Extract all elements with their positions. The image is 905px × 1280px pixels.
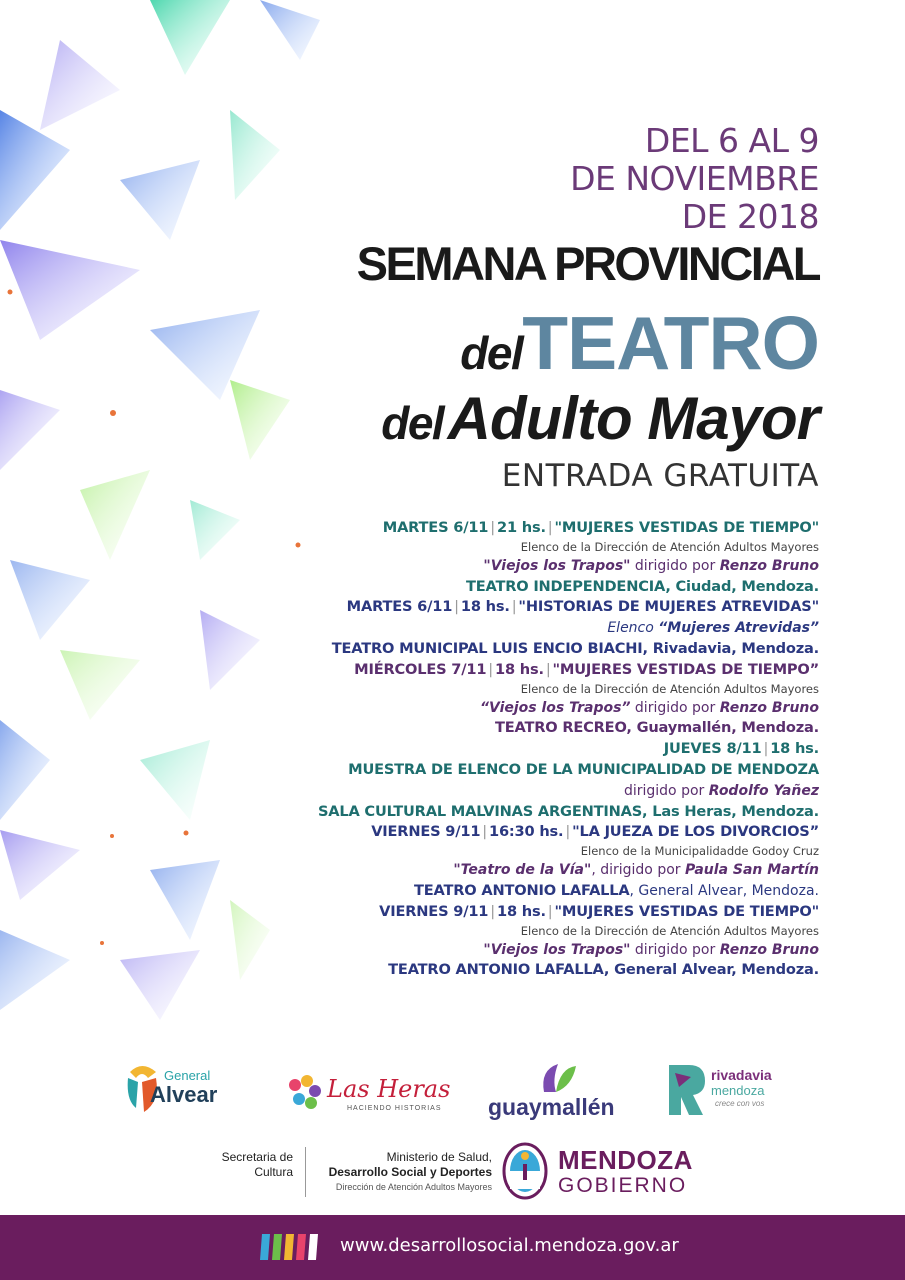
event-directed-by: dirigido por	[630, 941, 720, 958]
rivadavia-tagline: crece con vos	[715, 1099, 765, 1108]
event-director-line	[259, 698, 819, 719]
event-day: MARTES 6/11	[382, 519, 489, 536]
event-directed-by: , dirigido por	[591, 862, 685, 879]
event-venue: TEATRO RECREO, Guaymallén, Mendoza.	[494, 719, 819, 737]
event-heading: JUEVES 8/11 | 18 hs.	[663, 740, 819, 758]
event-group: "Viejos los Trapos"	[483, 941, 631, 958]
secretaria-line-2: Cultura	[254, 1165, 293, 1179]
event-venue: TEATRO ANTONIO LAFALLA, General Alvear, Mendoza.	[388, 961, 819, 979]
event-cast: Elenco de la Dirección de Atención Adultos Mayores	[520, 923, 819, 938]
event-title: MUESTRA DE ELENCO DE LA MUNICIPALIDAD DE MENDOZA	[348, 760, 819, 778]
event-venue-location: , General Alvear, Mendoza.	[629, 882, 819, 899]
mendoza-gobierno-title: MENDOZA	[558, 1145, 693, 1175]
ministerio-line-2: Desarrollo Social y Deportes	[328, 1165, 492, 1179]
event-cast-name: “Mujeres Atrevidas”	[658, 620, 819, 637]
event-directed-by: dirigido por	[630, 699, 720, 716]
event-director-line	[259, 860, 819, 881]
event-time: 16:30 hs.	[489, 823, 564, 841]
title-semana-provincial: SEMANA PROVINCIAL	[356, 237, 819, 290]
ministerio-line-1: Ministerio de Salud,	[386, 1150, 492, 1164]
date-line-3: DE 2018	[681, 197, 819, 236]
event-title: "LA JUEZA DE LOS DIVORCIOS”	[572, 823, 819, 841]
event-dates	[570, 122, 819, 236]
general-alvear-logo	[122, 1060, 252, 1120]
event-time: 21 hs.	[496, 519, 546, 536]
event-group: “Viejos los Trapos”	[479, 699, 631, 716]
title-del-2: del	[381, 397, 444, 449]
ministerio-line-3: Dirección de Atención Adultos Mayores	[335, 1182, 492, 1192]
rivadavia-r-icon	[665, 1065, 705, 1115]
event-day: MIÉRCOLES 7/11	[354, 660, 487, 678]
event-venue-name: TEATRO ANTONIO LAFALLA	[414, 881, 630, 899]
event-director-line	[259, 556, 819, 577]
stripes-logo-icon	[260, 1232, 320, 1262]
event-title: "MUJERES VESTIDAS DE TIEMPO”	[552, 660, 819, 678]
event-time: 18 hs.	[496, 902, 546, 920]
event-title: "HISTORIAS DE MUJERES ATREVIDAS"	[518, 598, 819, 616]
program-list	[259, 518, 819, 981]
event-title: "MUJERES VESTIDAS DE TIEMPO"	[554, 519, 819, 536]
event-director: Renzo Bruno	[719, 557, 819, 574]
secretaria-cultura	[222, 1150, 293, 1180]
entrance-free: ENTRADA GRATUITA	[501, 458, 819, 494]
title-del: del	[460, 327, 523, 379]
website-link[interactable]: www.desarrollosocial.mendoza.gov.ar	[340, 1235, 679, 1256]
alvear-label-small: General	[164, 1068, 211, 1083]
event-cast-prefix: Elenco	[607, 620, 659, 637]
secretaria-line-1: Secretaria de	[221, 1150, 293, 1164]
event-group: "Teatro de la Vía"	[453, 862, 592, 879]
event-director-line	[259, 940, 819, 961]
rivadavia-label: rivadavia	[711, 1067, 772, 1083]
government-credits	[0, 1142, 905, 1202]
event-heading: MARTES 6/11 | 18 hs. | "HISTORIAS DE MUJERES ATREVIDAS"	[346, 598, 819, 616]
event-day: MARTES 6/11	[346, 598, 453, 616]
event-director: Rodolfo Yañez	[708, 782, 819, 799]
event-cast: Elenco de la Dirección de Atención Adultos Mayores	[520, 539, 819, 554]
event-venue: SALA CULTURAL MALVINAS ARGENTINAS, Las Heras, Mendoza.	[317, 802, 819, 820]
event-cast: Elenco de la Municipalidadde Godoy Cruz	[580, 844, 819, 859]
guaymallen-logo	[488, 1060, 628, 1125]
event-day: VIERNES 9/11	[371, 823, 481, 841]
event-group: "Viejos los Trapos"	[483, 557, 631, 574]
event-venue: TEATRO MUNICIPAL LUIS ENCIO BIACHI, Rivadavia, Mendoza.	[331, 639, 819, 657]
event-title: "MUJERES VESTIDAS DE TIEMPO"	[554, 902, 819, 920]
footer-bar	[0, 1215, 905, 1280]
mendoza-gobierno-subtitle: GOBIERNO	[558, 1174, 688, 1197]
rivadavia-sublabel: mendoza	[711, 1083, 765, 1098]
event-venue: TEATRO INDEPENDENCIA, Ciudad, Mendoza.	[465, 577, 819, 595]
ministerio	[329, 1150, 492, 1195]
guaymallen-leaf-icon	[538, 1060, 578, 1096]
date-line-1: DEL 6 AL 9	[644, 121, 819, 160]
title-teatro: TEATRO	[522, 301, 819, 385]
event-directed-by: dirigido por	[630, 557, 720, 574]
event-venue	[259, 881, 819, 902]
event-time: 18 hs.	[770, 740, 819, 758]
event-heading: VIERNES 9/11 | 16:30 hs. | "LA JUEZA DE LOS DIVORCIOS”	[371, 823, 819, 841]
alvear-label-big: Alvear	[150, 1082, 218, 1107]
event-director: Renzo Bruno	[719, 699, 819, 716]
mendoza-shield-icon	[502, 1142, 548, 1200]
event-director-line	[259, 781, 819, 802]
event-heading: MARTES 6/11 | 21 hs. | "MUJERES VESTIDAS DE TIEMPO"	[382, 519, 819, 536]
guaymallen-label: guaymallén	[488, 1094, 615, 1120]
credits-divider	[305, 1147, 306, 1197]
las-heras-tagline: HACIENDO HISTORIAS	[347, 1105, 442, 1112]
las-heras-label: Las Heras	[327, 1075, 451, 1103]
event-cast-line	[259, 618, 819, 639]
date-line-2: DE NOVIEMBRE	[570, 159, 819, 198]
las-heras-logo	[285, 1073, 455, 1133]
event-heading: VIERNES 9/11 | 18 hs. | "MUJERES VESTIDAS DE TIEMPO"	[379, 902, 819, 920]
event-directed-by: dirigido por	[623, 782, 709, 799]
title-adulto-mayor: Adulto Mayor	[447, 385, 819, 452]
las-heras-flower-icon	[285, 1073, 325, 1113]
event-director: Paula San Martín	[684, 862, 819, 879]
rivadavia-logo	[665, 1065, 815, 1125]
title-del-adulto-mayor	[381, 384, 819, 453]
event-day: JUEVES 8/11	[663, 740, 762, 758]
municipality-logos	[0, 1055, 905, 1135]
event-day: VIERNES 9/11	[379, 902, 489, 920]
event-heading: MIÉRCOLES 7/11 | 18 hs. | "MUJERES VESTIDAS DE TIEMPO”	[354, 660, 819, 678]
event-time: 18 hs.	[460, 598, 510, 616]
event-director: Renzo Bruno	[719, 941, 819, 958]
event-cast: Elenco de la Dirección de Atención Adultos Mayores	[520, 681, 819, 696]
title-del-teatro	[460, 300, 819, 386]
event-time: 18 hs.	[495, 660, 544, 678]
